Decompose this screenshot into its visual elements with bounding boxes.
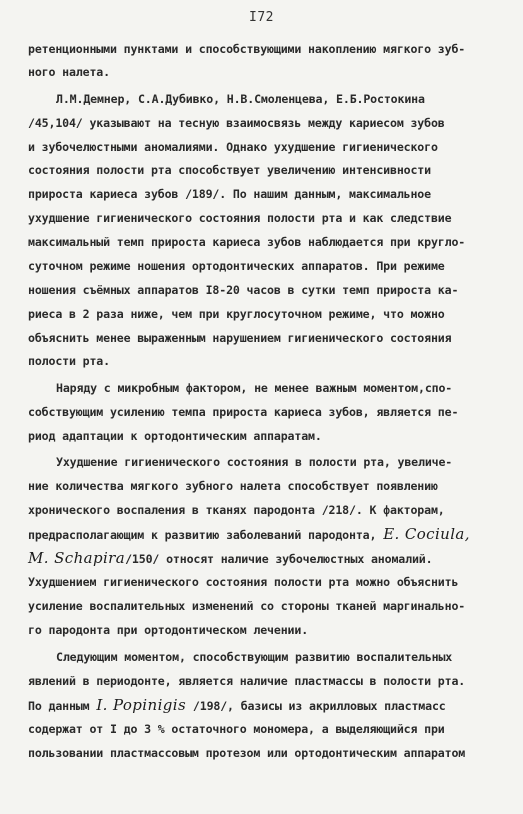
- text-line: [28, 698, 498, 713]
- text-line: [56, 455, 498, 469]
- text-line: [28, 429, 498, 443]
- text-line: [28, 527, 498, 542]
- handwritten-author: M. Schapira: [28, 549, 126, 567]
- text-line: [28, 575, 498, 589]
- text-line: [28, 722, 498, 736]
- text-line: [28, 116, 498, 130]
- line-text: и зубочелюстными аномалиями. Однако ухудшение гигиенического: [28, 140, 438, 154]
- text-line: [28, 259, 498, 273]
- text-line: [28, 479, 498, 493]
- text-line: [28, 551, 498, 566]
- text-line: [28, 235, 498, 249]
- text-line: [28, 354, 498, 368]
- text-line: [28, 331, 498, 345]
- line-text: полости рта.: [28, 354, 110, 368]
- text-line: [28, 283, 498, 297]
- line-text: ние количества мягкого зубного налета способствует появлению: [28, 479, 438, 493]
- line-text: риеса в 2 раза ниже, чем при круглосуточном режиме, что можно: [28, 307, 445, 321]
- handwritten-author: I. Popinigis: [96, 696, 187, 714]
- text-line: [28, 405, 498, 419]
- text-line: [56, 92, 498, 106]
- line-text: явлений в периодонте, является наличие пластмассы в полости рта.: [28, 674, 466, 688]
- line-text: По данным: [28, 699, 90, 713]
- text-line: [28, 623, 498, 637]
- text-line: [28, 211, 498, 225]
- page-number: I72: [249, 10, 274, 25]
- line-text: Ухудшение гигиенического состояния в полости рта, увеличе-: [56, 455, 453, 469]
- line-text: Следующим моментом, способствующим развитию воспалительных: [56, 650, 453, 664]
- line-text: усиление воспалительных изменений со стороны тканей маргинально-: [28, 599, 466, 613]
- line-text: содержат от I до 3 % остаточного мономера, а выделяющийся при: [28, 722, 445, 736]
- text-line: [28, 599, 498, 613]
- text-line: [28, 140, 498, 154]
- line-text: ношения съёмных аппаратов I8-20 часов в сутки темп прироста ка-: [28, 283, 459, 297]
- line-text: максимальный темп прироста кариеса зубов наблюдается при кругло-: [28, 235, 466, 249]
- line-text: /198/, базисы из акрилловых пластмасс: [192, 699, 446, 713]
- line-text: /45,104/ указывают на тесную взаимосвязь между кариесом зубов: [28, 116, 445, 130]
- line-text: риод адаптации к ортодонтическим аппаратам.: [28, 429, 322, 443]
- line-text: Ухудшением гигиенического состояния полости рта можно объяснить: [28, 575, 459, 589]
- text-line: [28, 163, 498, 177]
- text-line: [56, 650, 498, 664]
- line-text: состояния полости рта способствует увеличению интенсивности: [28, 163, 431, 177]
- handwritten-author: E. Cociula,: [383, 525, 470, 543]
- line-text: ретенционными пунктами и способствующими накоплению мягкого зуб-: [28, 42, 466, 56]
- line-text: суточном режиме ношения ортодонтических аппаратов. При режиме: [28, 259, 445, 273]
- line-text: пользовании пластмассовым протезом или ортодонтическим аппаратом: [28, 746, 466, 760]
- text-line: [28, 65, 498, 79]
- line-text: хронического воспаления в тканях пародонта /218/. К факторам,: [28, 503, 445, 517]
- line-text: го пародонта при ортодонтическом лечении.: [28, 623, 309, 637]
- text-line: [28, 503, 498, 517]
- text-line: [28, 746, 498, 760]
- text-line: [28, 187, 498, 201]
- line-text: Наряду с микробным фактором, не менее важным моментом,спо-: [56, 381, 453, 395]
- line-text: прироста кариеса зубов /189/. По нашим данным, максимальное: [28, 187, 431, 201]
- text-line: [28, 307, 498, 321]
- line-text: ухудшение гигиенического состояния полости рта и как следствие: [28, 211, 452, 225]
- line-text: предрасполагающим к развитию заболеваний пародонта,: [28, 528, 377, 542]
- line-text: ного налета.: [28, 65, 110, 79]
- line-text: собствующим усилению темпа прироста кариеса зубов, является пе-: [28, 405, 459, 419]
- text-line: [56, 381, 498, 395]
- text-line: [28, 674, 498, 688]
- line-text: объяснить менее выраженным нарушением гигиенического состояния: [28, 331, 452, 345]
- line-text: /150/ относят наличие зубочелюстных аномалий.: [125, 552, 433, 566]
- line-text: Л.М.Демнер, С.А.Дубивко, Н.В.Смоленцева, Е.Б.Ростокина: [56, 92, 425, 106]
- text-line: [28, 42, 498, 56]
